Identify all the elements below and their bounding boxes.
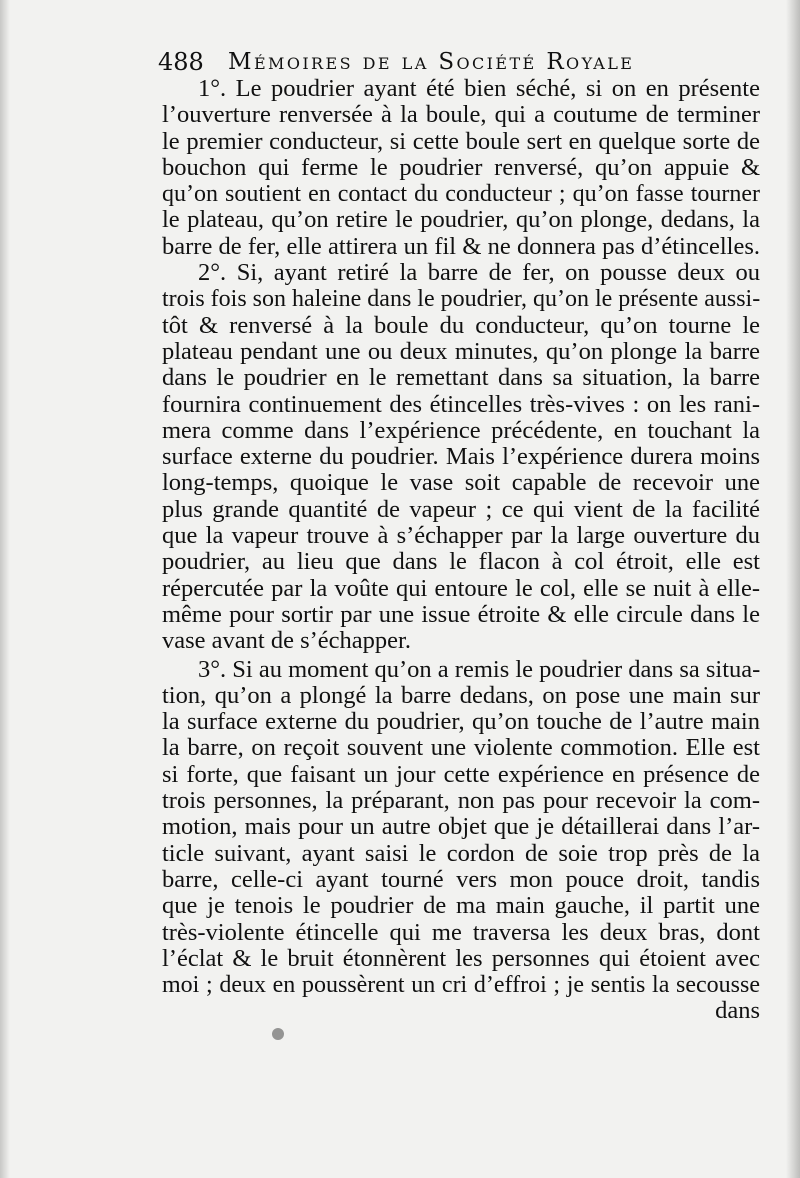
text-line: que la vapeur trouve à s’échapper par la large ouverture du	[162, 522, 760, 550]
text-line: trois fois son haleine dans le poudrier, qu’on le présente aussi-	[162, 286, 761, 313]
text-line: qu’on soutient en contact du conducteur ; qu’on fasse tourner	[162, 181, 760, 208]
text-line: que je tenois le poudrier de ma main gauche, il partit une	[162, 892, 760, 920]
text-line: poudrier, au lieu que dans le flacon à col étroit, elle est	[162, 548, 760, 576]
paragraph-3	[162, 657, 760, 999]
running-title: Mémoires de la Société Royale	[228, 49, 635, 75]
paragraph-2	[162, 260, 760, 654]
text-line: barre, celle-ci ayant tourné vers mon pouce droit, tandis	[162, 865, 760, 893]
text-line: si forte, que faisant un jour cette expérience en présence de	[162, 760, 760, 788]
text-line: ticle suivant, ayant saisi le cordon de soie trop près de la	[162, 839, 760, 867]
text-line: fournira continuement des étincelles très-vives : on les rani-	[162, 390, 760, 418]
text-line: surface externe du poudrier. Mais l’expérience durera moins	[162, 443, 760, 471]
page-number: 488	[158, 48, 204, 76]
text-line: le plateau, qu’on retire le poudrier, qu’on plonge, dedans, la	[162, 206, 760, 234]
text-line: même pour sortir par une issue étroite & elle circule dans le	[162, 600, 760, 628]
text-line: motion, mais pour un autre objet que je détaillerai dans l’ar-	[162, 813, 760, 841]
body-text	[162, 76, 760, 1025]
text-line: plus grande quantité de vapeur ; ce qui vient de la facilité	[162, 495, 760, 523]
text-line: dans le poudrier en le remettant dans sa situation, la barre	[162, 364, 760, 392]
text-line: la surface externe du poudrier, qu’on touche de l’autre main	[162, 708, 760, 736]
text-line: plateau pendant une ou deux minutes, qu’on plonge la barre	[162, 337, 760, 365]
text-line: moi ; deux en poussèrent un cri d’effroi ; je sentis la secousse	[162, 972, 760, 999]
text-line: tôt & renversé à la boule du conducteur, qu’on tourne le	[162, 311, 760, 339]
text-line: répercutée par la voûte qui entoure le col, elle se nuit à elle-	[162, 574, 760, 602]
paragraph-1	[162, 76, 760, 260]
text-line: la barre, on reçoit souvent une violente commotion. Elle est	[162, 734, 760, 762]
ink-smudge	[272, 1028, 284, 1040]
text-line: tion, qu’on a plongé la barre dedans, on pose une main sur	[162, 681, 760, 709]
text-line: le premier conducteur, si cette boule sert en quelque sorte de	[162, 127, 760, 155]
text-line: vase avant de s’échapper.	[162, 627, 411, 655]
text-line: 3°. Si au moment qu’on a remis le poudrier dans sa situa-	[198, 655, 761, 683]
text-line: barre de fer, elle attirera un fil & ne donnera pas d’étincelles.	[162, 232, 760, 260]
text-line: l’éclat & le bruit étonnèrent les personnes qui étoient avec	[162, 944, 760, 972]
text-line: trois personnes, la préparant, non pas pour recevoir la com-	[162, 787, 760, 815]
text-line: l’ouverture renversée à la boule, qui a coutume de terminer	[162, 101, 760, 129]
text-line: mera comme dans l’expérience précédente, en touchant la	[162, 416, 760, 444]
text-line: 1°. Le poudrier ayant été bien séché, si on en présente	[198, 75, 760, 102]
text-line: bouchon qui ferme le poudrier renversé, qu’on appuie &	[162, 153, 760, 181]
text-line: 2°. Si, ayant retiré la barre de fer, on pousse deux ou	[198, 259, 760, 287]
text-line: long-temps, quoique le vase soit capable de recevoir une	[162, 469, 760, 497]
catchword: dans	[715, 997, 760, 1025]
text-line: très-violente étincelle qui me traversa les deux bras, dont	[162, 918, 760, 946]
